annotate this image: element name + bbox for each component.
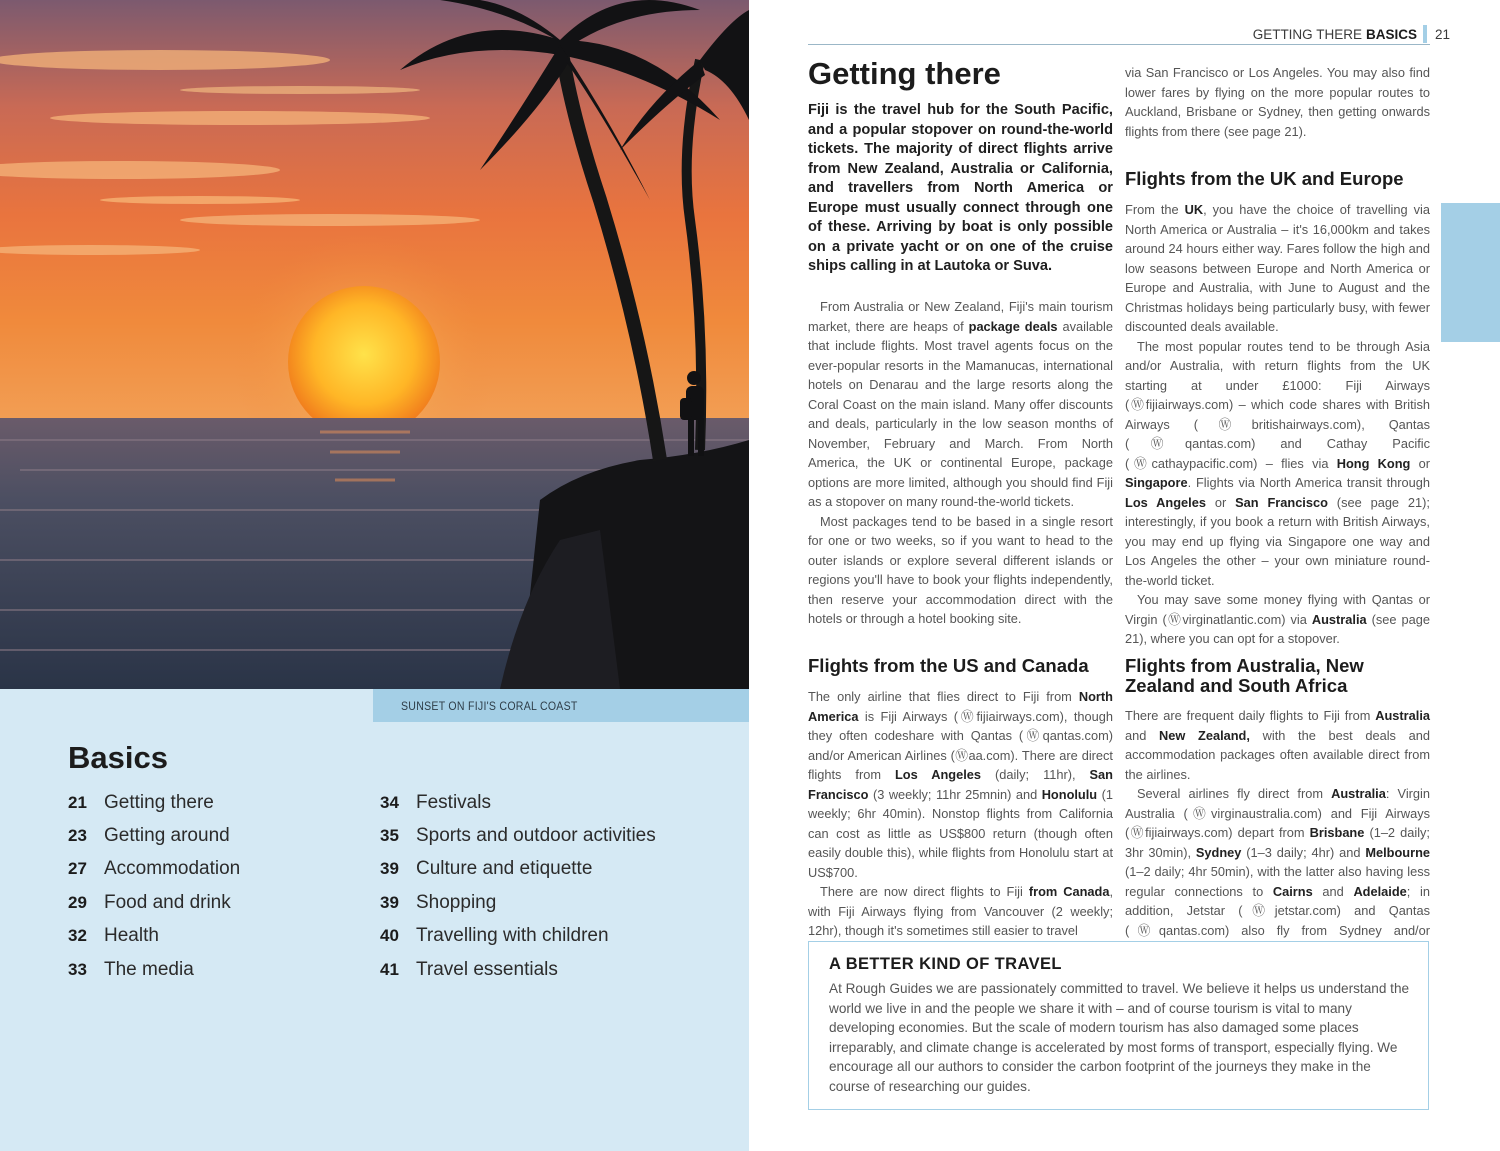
sunset-photo	[0, 0, 749, 689]
uk-heading: Flights from the UK and Europe	[1125, 168, 1404, 189]
toc-label: Culture and etiquette	[416, 858, 593, 880]
australia-heading: Flights from Australia, New Zealand and South Africa	[1125, 655, 1364, 696]
article-title: Getting there	[808, 56, 1001, 91]
article-lead: Fiji is the travel hub for the South Pacific, and a popular stopover on round-the-world tickets. The majority of direct flights arrive from New Zealand, Australia or California, and travellers from North America or Europe must usually connect through one of these. Arriving by boat is only possible on a private yacht or on one of the cruise ships calling in at Lautoka or Suva.	[808, 102, 1113, 274]
header-chapter: BASICS	[1365, 26, 1417, 42]
toc-page: 32	[68, 926, 87, 946]
column-1-body	[808, 297, 1113, 629]
toc-page: 39	[380, 892, 399, 912]
section-thumb-tab	[1441, 203, 1500, 342]
paragraph: The most popular routes tend to be through Asia and/or Australia, with return flights from the UK starting at under £1000: Fiji Airways (Ⓦfijiairways.com) – which code shares with British Airways (Ⓦbritishairways.com), Qantas (Ⓦqantas.com) and Cathay Pacific (Ⓦcathaypacific.com) – flies via Hong Kong or Singapore. Flights via North America transit through Los Angeles or San Francisco (see page 21); interestingly, if you book a return with British Airways, you may end up flying via Singapore one way and Los Angeles the other – your own miniature round-the-world ticket.	[1125, 338, 1430, 588]
paragraph: via San Francisco or Los Angeles. You may also find lower fares by flying on the more popular routes to Auckland, Brisbane or Sydney, then getting onwards flights from there (see page 21).	[1125, 65, 1430, 139]
paragraph: Most packages tend to be based in a single resort for one or two weeks, so if you want to head to the outer islands or explore several different islands or regions you'll have to book your flights independently, then reserve your accommodation direct with the hotels or through a hotel booking site.	[808, 513, 1113, 626]
paragraph: The only airline that flies direct to Fiji from North America is Fiji Airways (Ⓦfijiairways.com), though they often codeshare with Qantas (Ⓦqantas.com) and/or American Airlines (Ⓦaa.com). There are direct flights from Los Angeles (daily; 11hr), San Francisco (3 weekly; 11hr 25mnin) and Honolulu (1 weekly; 6hr 40min). Nonstop flights from California can cost as little as US$800 return (though often easily double this), while flights from Honolulu start at US$700.	[808, 689, 1113, 880]
paragraph: From the UK, you have the choice of travelling via North America or Australia – it's 16,000km and takes around 24 hours either way. Fares follow the high and low seasons between Europe and North America or Europe and Australia, with June to August and the Christmas holidays being particularly busy, with fewer discounted deals available.	[1125, 202, 1430, 334]
paragraph: You may save some money flying with Qantas or Virgin (Ⓦvirginatlantic.com) via Australia (see page 21), where you can opt for a stopover.	[1125, 592, 1430, 646]
toc-item[interactable]	[380, 853, 656, 886]
toc-page: 35	[380, 826, 399, 846]
paragraph: From Australia or New Zealand, Fiji's main tourism market, there are heaps of package deals available that include flights. Most travel agents focus on the ever-popular resorts in the Mamanucas, international hotels on Denarau and the large resorts along the Coral Coast on the main island. Many offer discounts and deals, particularly in the low season months of November, February and March. From North America, the UK or continental Europe, package options are more limited, although you should find Fiji as a stopover on many round-the-world tickets.	[808, 299, 1113, 509]
uk-section-body	[1125, 200, 1430, 649]
toc-item[interactable]	[68, 920, 240, 953]
header-divider	[1423, 25, 1427, 43]
toc-column-right	[380, 786, 656, 986]
toc-label: Sports and outdoor activities	[416, 825, 656, 847]
toc-label: Food and drink	[104, 891, 231, 913]
toc-item[interactable]	[380, 786, 656, 819]
column-2-top	[1125, 63, 1430, 141]
toc-label: Festivals	[416, 791, 491, 813]
toc-label: Accommodation	[104, 858, 241, 880]
page-number: 21	[1434, 26, 1450, 42]
basics-title: Basics	[68, 740, 168, 775]
toc-page: 27	[68, 859, 87, 879]
toc-label: Getting around	[104, 825, 230, 847]
toc-label: Health	[104, 925, 159, 947]
paragraph: There are now direct flights to Fiji from Canada, with Fiji Airways flying from Vancouver (2 weekly; 12hr), though it's sometimes still easier to travel	[808, 884, 1114, 938]
toc-page: 29	[68, 892, 87, 912]
toc-label: Shopping	[416, 891, 497, 913]
toc-page: 23	[68, 826, 87, 846]
caption-strip	[373, 689, 749, 722]
sunset-illustration	[0, 0, 749, 689]
toc-item[interactable]	[68, 886, 240, 919]
toc-item[interactable]	[380, 920, 656, 953]
toc-page: 41	[380, 959, 399, 979]
header-section: GETTING THERE	[1252, 26, 1362, 42]
left-page	[0, 0, 749, 1151]
toc-page: 40	[380, 926, 399, 946]
toc-item[interactable]	[68, 853, 240, 886]
callout-title: A BETTER KIND OF TRAVEL	[829, 955, 1062, 973]
toc-item[interactable]	[380, 886, 656, 919]
photo-caption: SUNSET ON FIJI'S CORAL COAST	[401, 699, 578, 713]
us-heading: Flights from the US and Canada	[808, 655, 1089, 676]
paragraph: Several airlines fly direct from Australia: Virgin Australia (Ⓦvirginaustralia.com) and Fiji Airways (Ⓦfijiairways.com) depart from Brisbane (1–2 daily; 3hr 30min), Sydney (1–3 daily; 4hr) and Melbourne (1–2 daily; 4hr 50min), with the latter also having less regular connections to Cairns and Adelaide; in addition, Jetstar (Ⓦjetstar.com) and Qantas (Ⓦqantas.com) also fly from Sydney and/or	[1125, 786, 1431, 938]
us-section-body	[808, 687, 1113, 941]
running-header	[1253, 25, 1450, 43]
toc-page: 34	[380, 792, 399, 812]
paragraph: There are frequent daily flights to Fiji from Australia and New Zealand, with the best deals and accommodation packages often available direct from the airlines.	[1125, 708, 1430, 782]
toc-page: 39	[380, 859, 399, 879]
toc-item[interactable]	[68, 786, 240, 819]
better-travel-callout	[808, 941, 1429, 1110]
toc-label: Travel essentials	[416, 958, 558, 980]
toc-item[interactable]	[68, 953, 240, 986]
toc-column-left	[68, 786, 240, 986]
header-rule	[808, 44, 1430, 45]
toc-page: 33	[68, 959, 87, 979]
callout-text: At Rough Guides we are passionately committed to travel. We believe it helps us understand the world we live in and the people we share it with – and of course tourism is vital to many developing economies. But the scale of modern tourism has also damaged some places irreparably, and climate change is accelerated by most forms of transport, especially flying. We encourage all our authors to consider the carbon footprint of the journeys they make in the course of researching our guides.	[829, 981, 1410, 1094]
toc-label: The media	[104, 958, 194, 980]
toc-item[interactable]	[68, 819, 240, 852]
toc-label: Getting there	[104, 791, 214, 813]
toc-item[interactable]	[380, 953, 656, 986]
toc-page: 21	[68, 792, 87, 812]
toc-item[interactable]	[380, 819, 656, 852]
toc-label: Travelling with children	[416, 925, 609, 947]
australia-section-body	[1125, 706, 1430, 960]
